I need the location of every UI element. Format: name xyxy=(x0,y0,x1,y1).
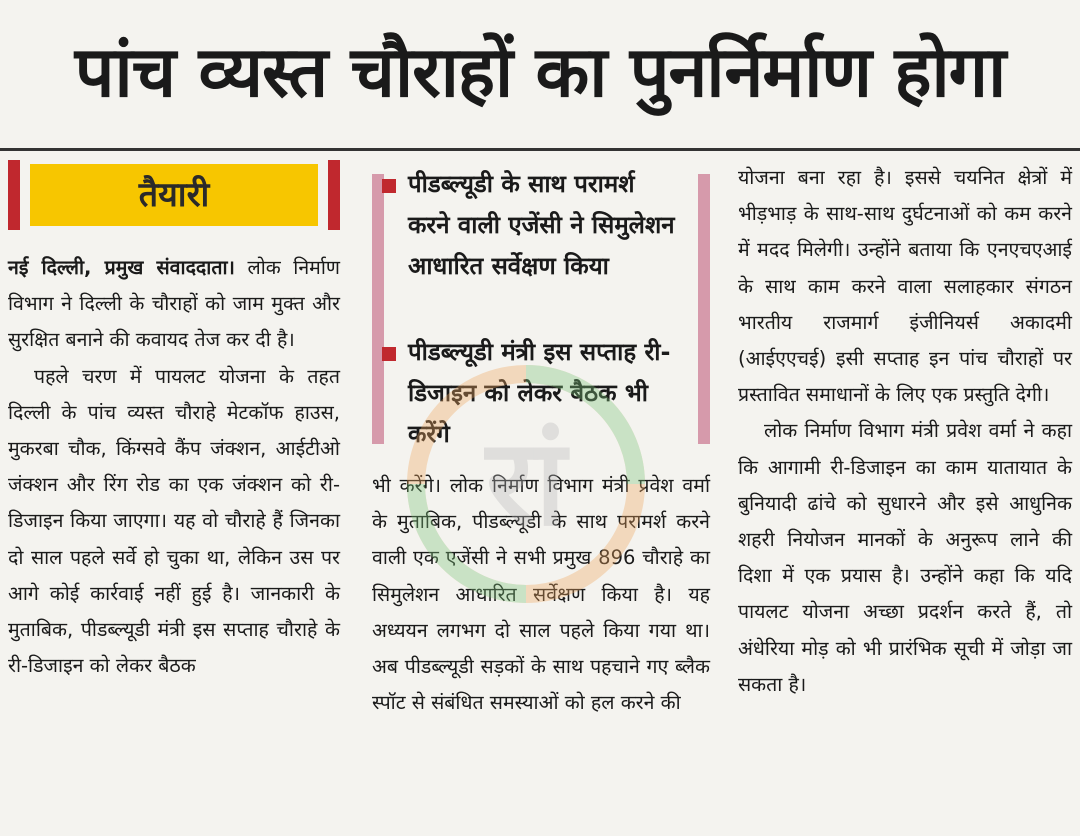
watermark-logo xyxy=(402,360,650,608)
article-paragraph: लोक निर्माण विभाग मंत्री प्रवेश वर्मा ने कहा कि आगामी री-डिजाइन का काम यातायात के बुनियादी ढांचे को सुधारने और इसे आधुनिक शहरी नियोजन मानकों के अनुरूप लाने की दिशा में एक प्रयास है। उन्होंने कहा कि यदि पायलट योजना अच्छा प्रदर्शन करते हैं, तो अंधेरिया मोड़ को भी प्रारंभिक सूची में जोड़ा जा सकता है। xyxy=(738,419,1072,696)
byline: नई दिल्ली, प्रमुख संवाददाता। xyxy=(8,256,235,279)
pull-bar-right xyxy=(698,174,710,444)
article-paragraph: भी करेंगे। लोक निर्माण विभाग मंत्री प्रवेश वर्मा के मुताबिक, पीडब्ल्यूडी के साथ परामर्श करने वाली एक एजेंसी ने सभी प्रमुख 896 चौराहे का सिमुलेशन आधारित सर्वेक्षण किया है। यह अध्ययन लगभग दो साल पहले किया गया था। अब पीडब्ल्यूडी सड़कों के साथ पहचाने गए ब्लैक स्पॉट से संबंधित समस्याओं को हल करने की xyxy=(372,474,710,715)
watermark-letter: रां xyxy=(485,414,567,553)
square-bullet-icon xyxy=(382,347,396,361)
pull-quote-text: पीडब्ल्यूडी मंत्री इस सप्ताह री-डिजाइन को लेकर बैठक भी करेंगे xyxy=(408,338,671,448)
article-paragraph: योजना बना रहा है। इससे चयनित क्षेत्रों में भीड़भाड़ के साथ-साथ दुर्घटनाओं को कम करने में मदद मिलेगी। उन्होंने बताया कि एनएचएआई के साथ काम करने वाला सलाहकार संगठन भारतीय राजमार्ग इंजीनियर्स अकादमी (आईएएचई) इसी सप्ताह इन पांच चौराहों पर प्रस्तावित समाधानों के लिए एक प्रस्तुति देगी। xyxy=(738,166,1072,407)
tag-bar-left xyxy=(8,160,20,230)
article-paragraph: पहले चरण में पायलट योजना के तहत दिल्ली के पांच व्यस्त चौराहे मेटकॉफ हाउस, मुकरबा चौक, किंग्सवे कैंप जंक्शन, आईटीओ जंक्शन और रिंग रोड का एक जंक्शन को री-डिजाइन किया जाएगा। यह वो चौराहे हैं जिनका दो साल पहले सर्वे हो चुका था, लेकिन उस पर आगे कोई कार्रवाई नहीं हुई है। जानकारी के मुताबिक, पीडब्ल्यूडी मंत्री इस सप्ताह चौराहे के री-डिजाइन को लेकर बैठक xyxy=(8,364,340,678)
pull-quote-text: पीडब्ल्यूडी के साथ परामर्श करने वाली एजेंसी ने सिमुलेशन आधारित सर्वेक्षण किया xyxy=(408,170,675,280)
article-intro xyxy=(8,250,340,359)
tag-label: तैयारी xyxy=(30,164,318,226)
square-bullet-icon xyxy=(382,179,396,193)
paragraph-text: लोक निर्माण विभाग ने दिल्ली के चौराहों को जाम मुक्त और सुरक्षित बनाने की कवायद तेज कर दी है। xyxy=(8,256,340,352)
headline-rule xyxy=(0,148,1080,151)
column-3 xyxy=(738,160,1072,703)
section-tag xyxy=(8,160,340,230)
column-1 xyxy=(8,160,340,684)
pull-bar-left xyxy=(372,174,384,444)
pull-quote-item xyxy=(408,164,682,287)
headline: पांच व्यस्त चौराहों का पुनर्निर्माण होगा xyxy=(74,31,1006,113)
tag-bar-right xyxy=(328,160,340,230)
